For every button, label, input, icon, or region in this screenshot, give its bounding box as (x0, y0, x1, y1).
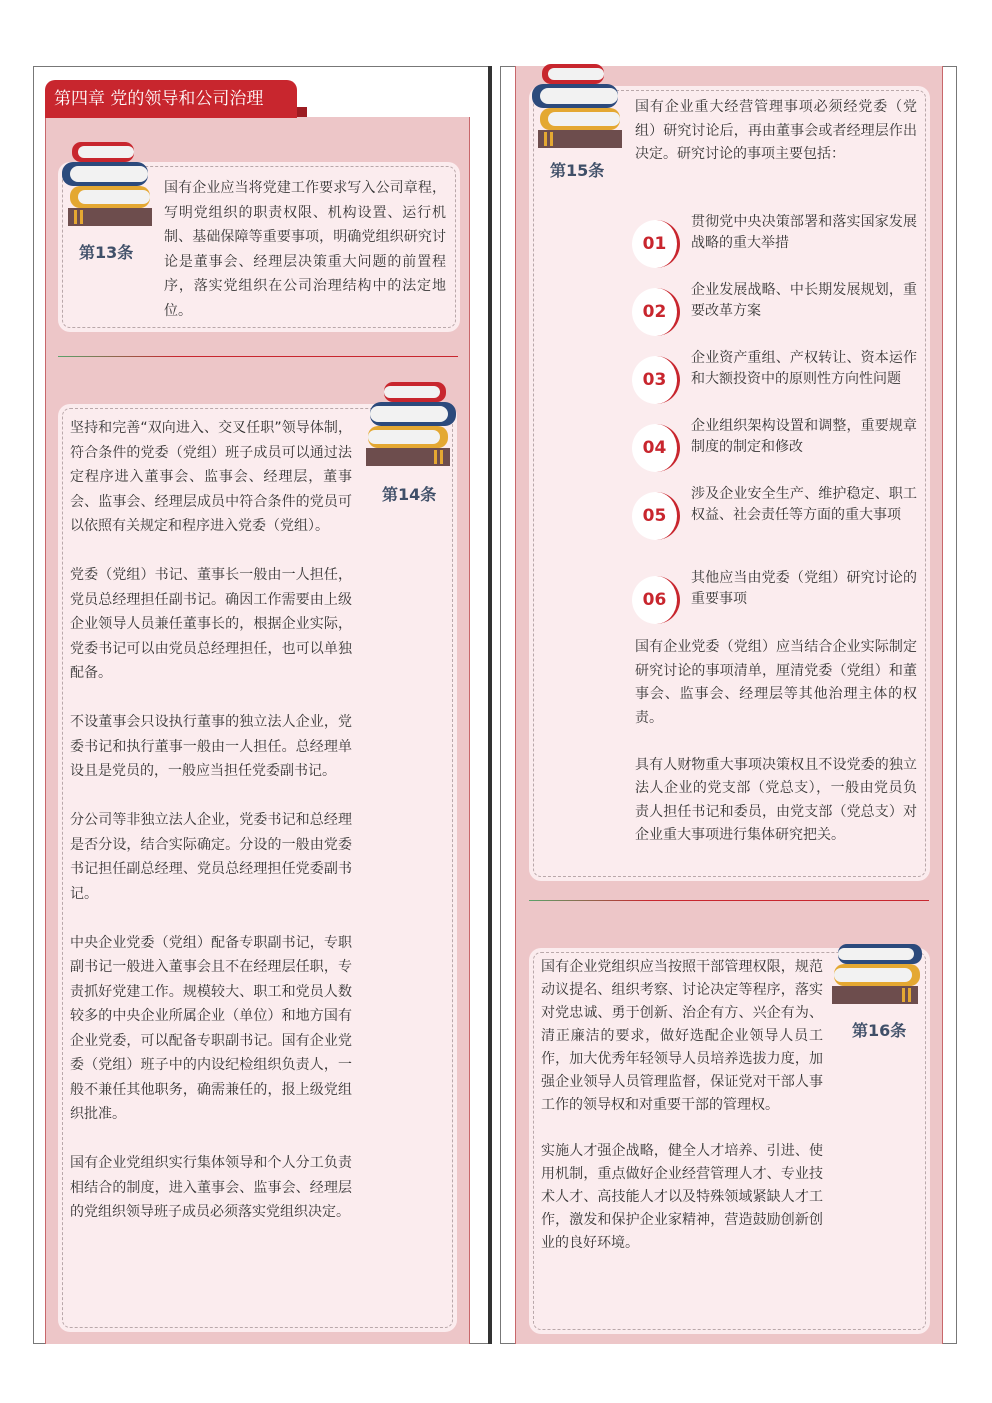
article-15-paragraph: 国有企业党委（党组）应当结合企业实际制定研究讨论的事项清单，厘清党委（党组）和董事会、监事会、经理层等其他治理主体的权责。 (635, 639, 917, 726)
book-stack-icon (832, 944, 924, 1008)
item-number: 04 (632, 424, 680, 472)
article-14-text (70, 416, 352, 1225)
item-number: 06 (632, 576, 680, 624)
article-15-paragraph: 具有人财物重大事项决策权且不设党委的独立法人企业的党支部（党总支），一般由党员负责人担任书记和委员，由党支部（党总支）对企业重大事项进行集体研究把关。 (635, 756, 917, 843)
item-text: 其他应当由党委（党组）研究讨论的重要事项 (691, 570, 917, 607)
article-14-paragraph: 分公司等非独立法人企业，党委书记和总经理是否分设，结合实际确定。分设的一般由党委书记担任副总经理、党员总经理担任党委副书记。 (70, 812, 352, 902)
item-text: 贯彻党中央决策部署和落实国家发展战略的重大举措 (691, 214, 917, 251)
article-15-text (635, 636, 917, 848)
article-14-label: 第14条 (382, 485, 437, 504)
column-separator (488, 66, 492, 1344)
article-14-paragraph: 中央企业党委（党组）配备专职副书记，专职副书记一般进入董事会且不在经理层任职，专责抓好党建工作。规模较大、职工和党员人数较多的中央企业所属企业（单位）和地方国有企业党委，可以配备专职副书记。国有企业党委（党组）班子中的内设纪检组织负责人，一般不兼任其他职务，确需兼任的，报上级党组织批准。 (70, 934, 352, 1122)
article-14-paragraph: 国有企业党组织实行集体领导和个人分工负责相结合的制度，进入董事会、监事会、经理层的党组织领导班子成员必须落实党组织决定。 (70, 1155, 352, 1220)
article-15-intro: 国有企业重大经营管理事项必须经党委（党组）研究讨论后，再由董事会或者经理层作出决定。研究讨论的事项主要包括： (635, 99, 917, 162)
article-16-paragraph: 国有企业党组织应当按照干部管理权限，规范动议提名、组织考察、讨论决定等程序，落实对党忠诚、勇于创新、治企有方、兴企有为、清正廉洁的要求，做好选配企业领导人员工作，加大优秀年轻领导人员培养选拔力度，加强企业领导人员管理监督，保证党对干部人事工作的领导权和对重要干部的管理权。 (541, 959, 823, 1113)
chapter-tab-fold (297, 107, 307, 117)
item-text: 企业组织架构设置和调整，重要规章制度的制定和修改 (691, 418, 917, 455)
book-stack-icon (528, 62, 626, 152)
item-number: 02 (632, 288, 680, 336)
article-14-paragraph: 坚持和完善“双向进入、交叉任职”领导体制，符合条件的党委（党组）班子成员可以通过法定程序进入董事会、监事会、经理层，董事会、监事会、经理层成员中符合条件的党员可以依照有关规定和程序进入党委（党组）。 (70, 420, 352, 534)
section-divider (529, 900, 929, 901)
article-14-paragraph: 党委（党组）书记、董事长一般由一人担任，党员总经理担任副书记。确因工作需要由上级企业领导人员兼任董事长的，根据企业实际，党委书记可以由党员总经理担任，也可以单独配备。 (70, 567, 352, 681)
article-13-label: 第13条 (79, 243, 134, 262)
chapter-title: 第四章 党的领导和公司治理 (45, 80, 297, 118)
item-text: 涉及企业安全生产、维护稳定、职工权益、社会责任等方面的重大事项 (691, 486, 917, 523)
article-14-paragraph: 不设董事会只设执行董事的独立法人企业，党委书记和执行董事一般由一人担任。总经理单设且是党员的，一般应当担任党委副书记。 (70, 714, 352, 779)
section-divider (58, 356, 458, 357)
book-stack-icon (362, 380, 460, 470)
article-16-paragraph: 实施人才强企战略，健全人才培养、引进、使用机制，重点做好企业经营管理人才、专业技术人才、高技能人才以及特殊领域紧缺人才工作，激发和保护企业家精神，营造鼓励创新创业的良好环境。 (541, 1143, 823, 1251)
article-16-text (541, 956, 823, 1255)
article-16-label: 第16条 (852, 1021, 907, 1040)
item-text: 企业资产重组、产权转让、资本运作和大额投资中的原则性方向性问题 (691, 350, 917, 387)
item-number: 03 (632, 356, 680, 404)
article-15-label: 第15条 (550, 161, 605, 180)
item-number: 01 (632, 220, 680, 268)
book-stack-icon (58, 140, 156, 230)
item-number: 05 (632, 492, 680, 540)
item-text: 企业发展战略、中长期发展规划，重要改革方案 (691, 282, 917, 319)
article-13-text: 国有企业应当将党建工作要求写入公司章程，写明党组织的职责权限、机构设置、运行机制、基础保障等重要事项，明确党组织研究讨论是董事会、经理层决策重大问题的前置程序，落实党组织在公司治理结构中的法定地位。 (164, 180, 446, 319)
